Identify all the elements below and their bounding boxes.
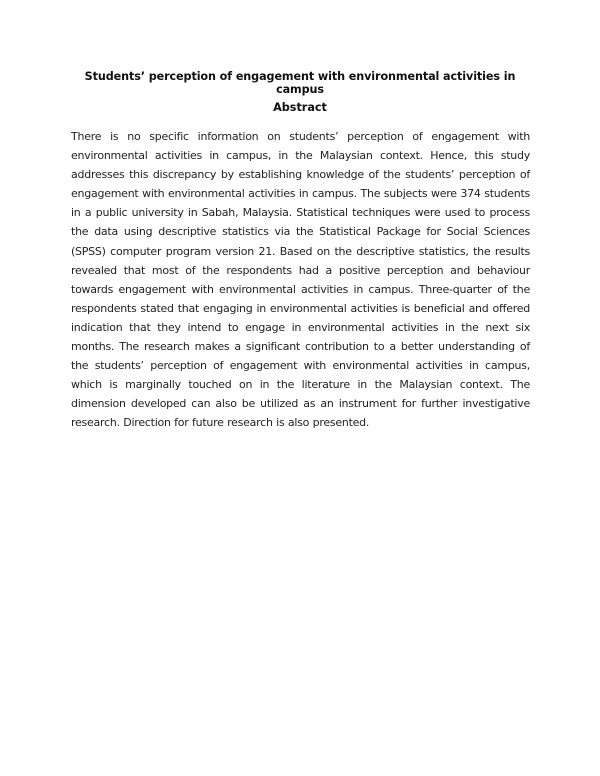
abstract-paragraph: There is no specific information on students’ perception of engagement with environmental activities in campus, in the Malaysian context. Hence, this study addresses this discrepancy by establishing knowledge of the students’ perception of engagement with environmental activities in campus. The subjects were 374 students in a public university in Sabah, Malaysia. Statistical techniques were used to process the data using descriptive statistics via the Statistical Package for Social Sciences (SPSS) computer program version 21. Based on the descriptive statistics, the results revealed that most of the respondents had a positive perception and behaviour towards engagement with environmental activities in campus. Three-quarter of the respondents stated that engaging in environmental activities is beneficial and offered indication that they intend to engage in environmental activities in the next six months. The research makes a significant contribution to a better understanding of the students’ perception of engagement with environmental activities in campus, which is marginally touched on in the literature in the Malaysian context. The dimension developed can also be utilized as an instrument for further investigative research. Direction for future research is also presented.	[71, 130, 530, 430]
abstract-heading: Abstract	[273, 101, 327, 114]
paper-title: Students’ perception of engagement with environmental activities in campus	[84, 70, 516, 96]
